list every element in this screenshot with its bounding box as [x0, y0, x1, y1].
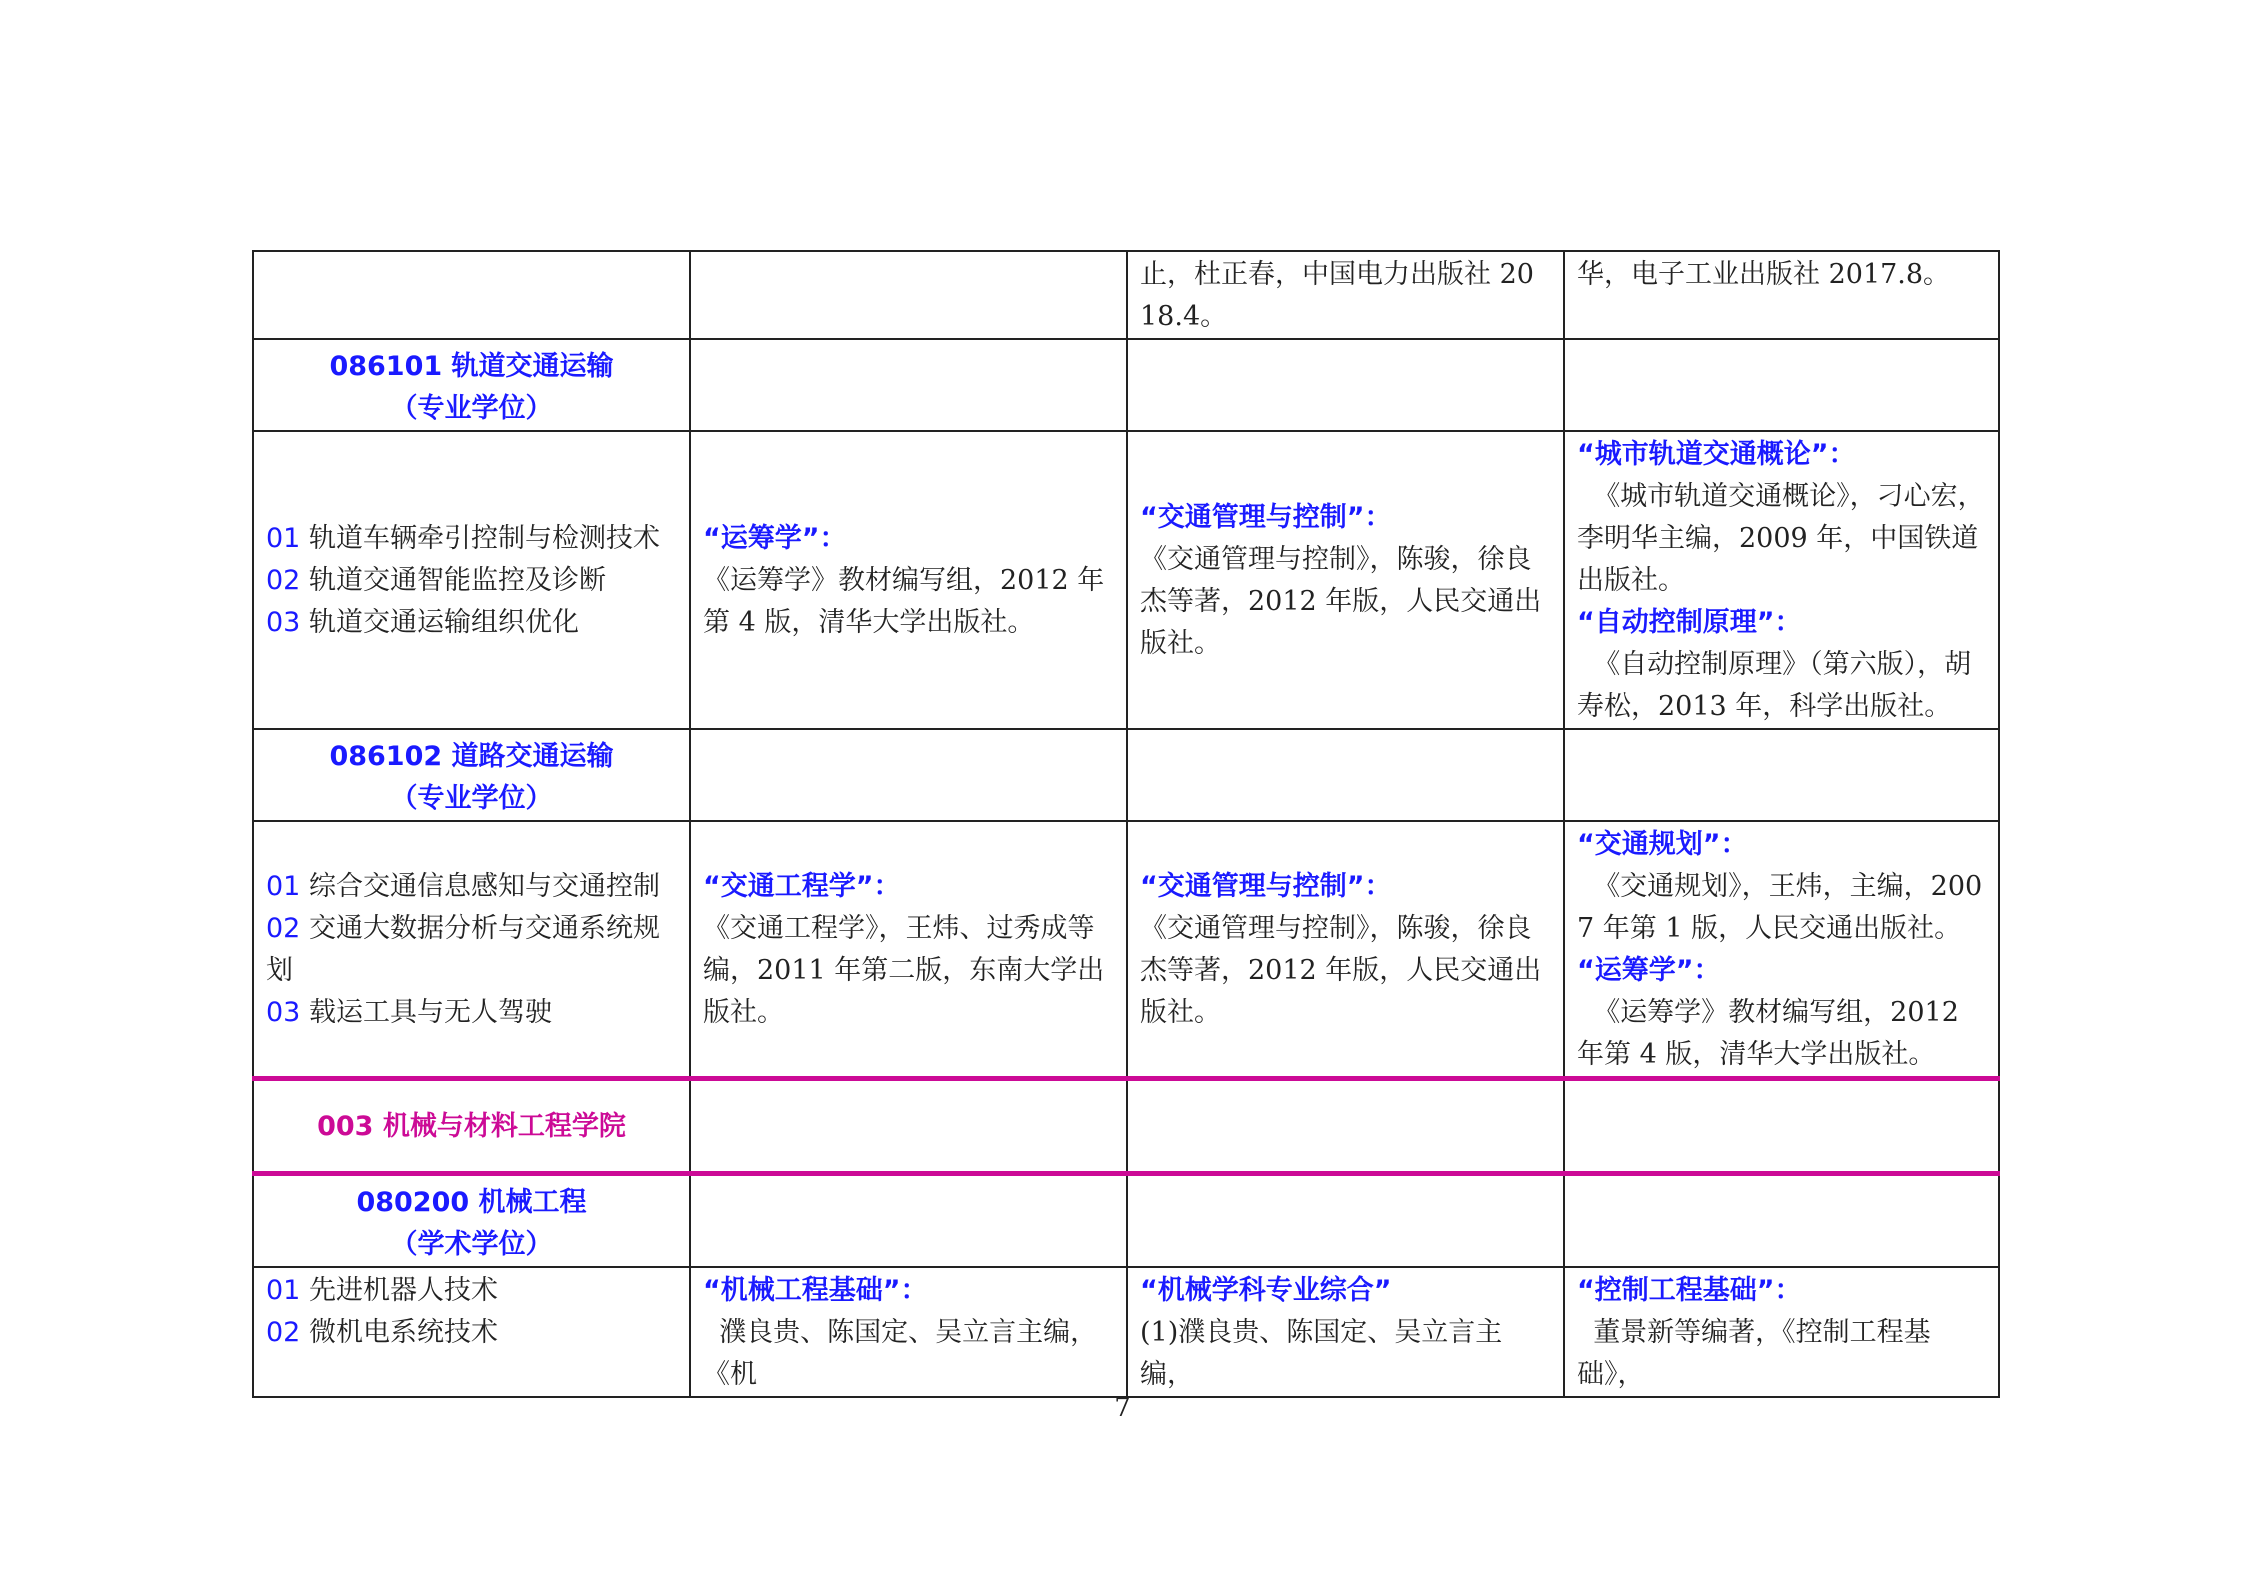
direction-item: 03 载运工具与无人驾驶 — [266, 997, 552, 1028]
reference-text: (1)濮良贵、陈国定、吴立言主编， — [1140, 1317, 1503, 1390]
table-row — [253, 729, 1999, 821]
major-code: 086101 轨道交通运输 — [329, 351, 614, 382]
degree-type: （专业学位） — [390, 393, 553, 424]
major-cell — [253, 729, 690, 821]
page-number: 7 — [1114, 1393, 1131, 1423]
subject-heading: “机械学科专业综合” — [1140, 1275, 1392, 1306]
reference-text: 《交通管理与控制》，陈骏，徐良杰等著，2012 年版，人民交通出版社。 — [1140, 544, 1542, 659]
exam2-cell — [1127, 821, 1564, 1079]
direction-item: 02 轨道交通智能监控及诊断 — [266, 565, 606, 596]
subject-heading: “交通规划”： — [1577, 829, 1748, 860]
direction-number: 02 — [266, 565, 301, 596]
reference-text: 《交通规划》，王炜，主编，2007 年第 1 版，人民交通出版社。 — [1577, 871, 1983, 944]
table-cell — [690, 729, 1127, 821]
table-cell — [1127, 251, 1564, 339]
directions-cell — [253, 821, 690, 1079]
directions-cell — [253, 431, 690, 729]
table-row — [253, 431, 1999, 729]
table-cell — [690, 251, 1127, 339]
table-row — [253, 1267, 1999, 1397]
subject-heading: “城市轨道交通概论”： — [1577, 439, 1856, 470]
subject-heading: “运筹学”： — [703, 523, 847, 554]
reference-text: 《交通工程学》，王炜、过秀成等编，2011 年第二版，东南大学出版社。 — [703, 913, 1105, 1028]
reference-text: 《运筹学》教材编写组，2012 年第 4 版，清华大学出版社。 — [703, 565, 1105, 638]
major-cell — [253, 339, 690, 431]
direction-number: 03 — [266, 997, 301, 1028]
reference-text: 《运筹学》教材编写组，2012 年第 4 版，清华大学出版社。 — [1577, 997, 1959, 1070]
direction-item: 02 交通大数据分析与交通系统规划 — [266, 913, 660, 986]
table-cell — [1127, 1174, 1564, 1268]
table-row — [253, 251, 1999, 339]
subject-heading: “交通管理与控制”： — [1140, 502, 1392, 533]
direction-number: 02 — [266, 913, 301, 944]
exam1-cell — [690, 431, 1127, 729]
table-row — [253, 339, 1999, 431]
reference-text: 董景新等编著，《控制工程基础》， — [1577, 1317, 1931, 1390]
major-cell — [253, 1174, 690, 1268]
table-row — [253, 1174, 1999, 1268]
degree-type: （学术学位） — [390, 1229, 553, 1260]
table-cell — [690, 339, 1127, 431]
reference-text: 《交通管理与控制》，陈骏，徐良杰等著，2012 年版，人民交通出版社。 — [1140, 913, 1542, 1028]
subject-heading: “机械工程基础”： — [703, 1275, 928, 1306]
direction-number: 01 — [266, 1275, 301, 1306]
table-cell — [1127, 729, 1564, 821]
exam3-cell — [1564, 431, 1999, 729]
direction-number: 03 — [266, 607, 301, 638]
college-name: 003 机械与材料工程学院 — [317, 1111, 626, 1142]
direction-number: 01 — [266, 871, 301, 902]
reference-books-table — [252, 250, 2000, 1398]
exam1-cell — [690, 821, 1127, 1079]
table-cell — [690, 1079, 1127, 1174]
table-cell — [1564, 729, 1999, 821]
exam3-cell — [1564, 821, 1999, 1079]
degree-type: （专业学位） — [390, 783, 553, 814]
table-row — [253, 821, 1999, 1079]
direction-item: 01 综合交通信息感知与交通控制 — [266, 871, 660, 902]
exam2-cell — [1127, 431, 1564, 729]
direction-item: 01 轨道车辆牵引控制与检测技术 — [266, 523, 660, 554]
reference-text: 华，电子工业出版社 2017.8。 — [1577, 259, 1951, 290]
table-cell — [1564, 251, 1999, 339]
subject-heading: “控制工程基础”： — [1577, 1275, 1802, 1306]
direction-item: 03 轨道交通运输组织优化 — [266, 607, 579, 638]
exam1-cell — [690, 1267, 1127, 1397]
direction-item: 01 先进机器人技术 — [266, 1275, 498, 1306]
reference-text: 《城市轨道交通概论》，刁心宏，李明华主编，2009 年，中国铁道出版社。 — [1577, 481, 1985, 596]
exam2-cell — [1127, 1267, 1564, 1397]
subject-heading: “交通管理与控制”： — [1140, 871, 1392, 902]
major-code: 086102 道路交通运输 — [329, 741, 614, 772]
table-cell — [1127, 339, 1564, 431]
table-cell — [1127, 1079, 1564, 1174]
reference-text: 止，杜正春，中国电力出版社 2018.4。 — [1140, 259, 1534, 332]
table-cell — [690, 1174, 1127, 1268]
subject-heading: “自动控制原理”： — [1577, 607, 1802, 638]
table-cell — [1564, 1079, 1999, 1174]
subject-heading: “交通工程学”： — [703, 871, 901, 902]
subject-heading: “运筹学”： — [1577, 955, 1721, 986]
table-cell — [1564, 1174, 1999, 1268]
directions-cell — [253, 1267, 690, 1397]
direction-number: 02 — [266, 1317, 301, 1348]
table-cell — [253, 251, 690, 339]
table-cell — [1564, 339, 1999, 431]
college-cell — [253, 1079, 690, 1174]
reference-text: 濮良贵、陈国定、吴立言主编，《机 — [703, 1317, 1098, 1390]
major-code: 080200 机械工程 — [356, 1187, 587, 1218]
exam3-cell — [1564, 1267, 1999, 1397]
direction-number: 01 — [266, 523, 301, 554]
reference-text: 《自动控制原理》（第六版），胡寿松，2013 年，科学出版社。 — [1577, 649, 1972, 722]
college-row — [253, 1079, 1999, 1174]
direction-item: 02 微机电系统技术 — [266, 1317, 498, 1348]
